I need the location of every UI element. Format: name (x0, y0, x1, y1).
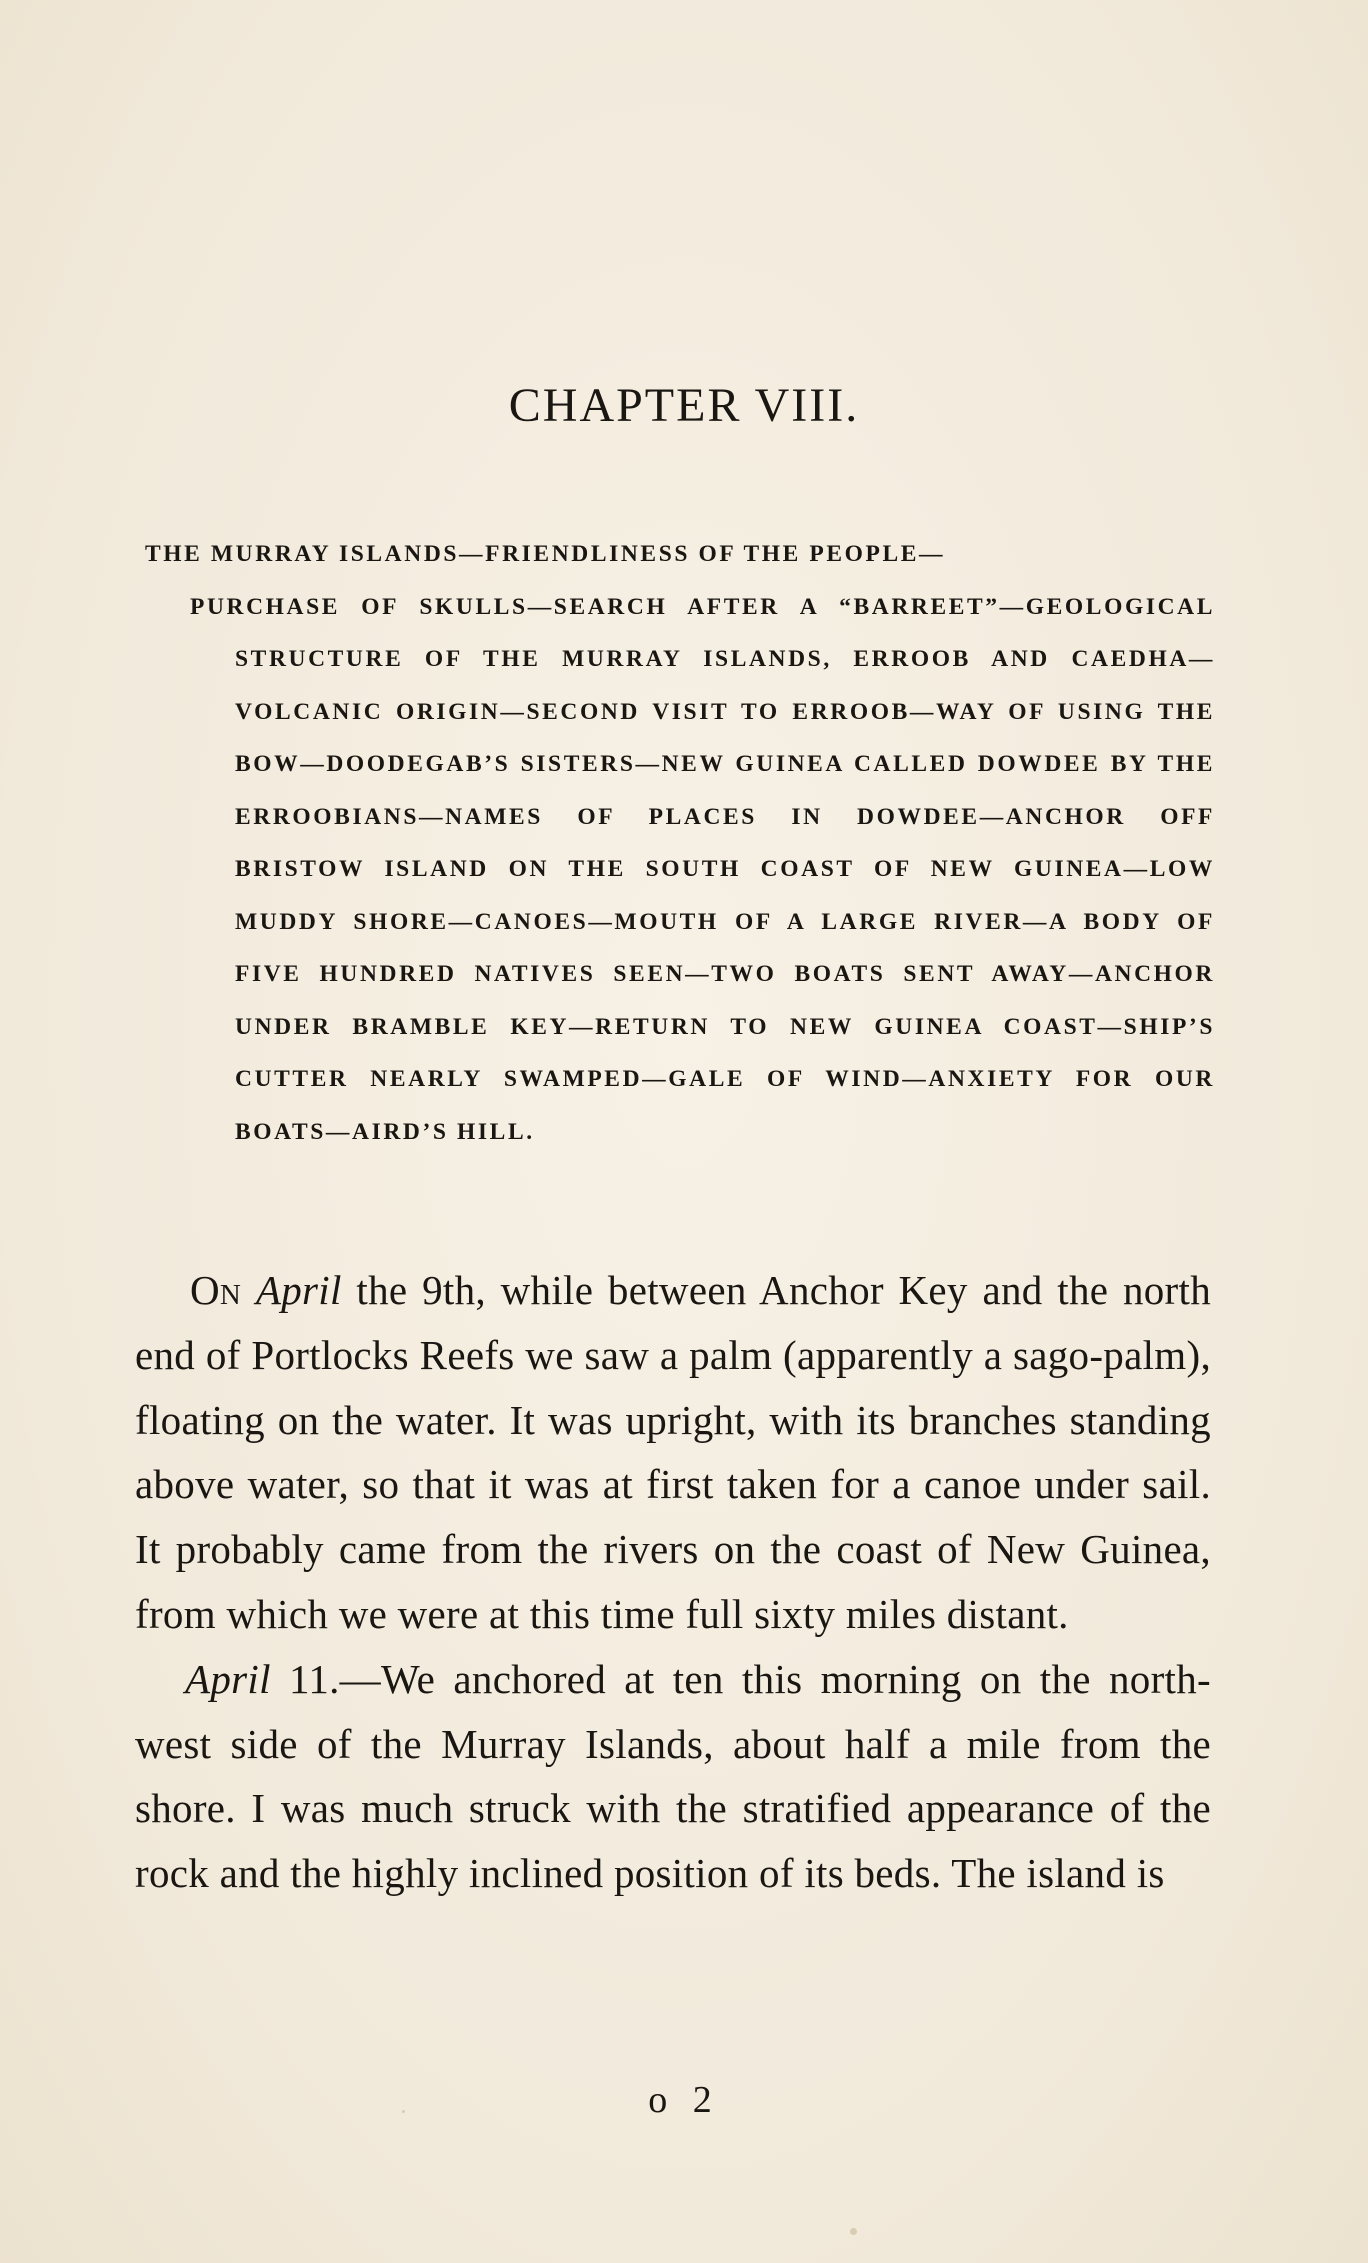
summary-remaining-lines: PURCHASE OF SKULLS—SEARCH AFTER A “BARREET”—GEOLOGICAL STRUCTURE OF THE MURRAY ISLANDS, ERROOB AND CAEDHA—VOLCANIC ORIGIN—SECOND VISIT TO ERROOB—WAY OF USING THE BOW—DOODEGAB’S SISTERS—NEW GUINEA CALLED DOWDEE BY THE ERROOBIANS—NAMES OF PLACES IN DOWDEE—ANCHOR OFF BRISTOW ISLAND ON THE SOUTH COAST OF NEW GUINEA—LOW MUDDY SHORE—CANOES—MOUTH OF A LARGE RIVER—A BODY OF FIVE HUNDRED NATIVES SEEN—TWO BOATS SENT AWAY—ANCHOR UNDER BRAMBLE KEY—RETURN TO NEW GUINEA COAST—SHIP’S CUTTER NEARLY SWAMPED—GALE OF WIND—ANXIETY FOR OUR BOATS—AIRD’S HILL. (190, 593, 1215, 1145)
paragraph-1-on: On (190, 1267, 242, 1313)
chapter-summary (145, 528, 1215, 1158)
paragraph-2 (135, 1647, 1211, 1906)
paragraph-1 (135, 1258, 1211, 1647)
paragraph-2-text: 11.—We anchored at ten this morning on the north-west side of the Murray Islands, about half a mile from the shore. I was much struck with the stratified appearance of the rock and the highly inclined position of its beds. The island is (135, 1655, 1211, 1897)
chapter-title: CHAPTER VIII. (508, 379, 860, 432)
paragraph-2-date: April (185, 1655, 271, 1702)
paragraph-1-opening (190, 1267, 342, 1313)
signature-mark: o 2 (648, 2079, 720, 2121)
body-text (135, 1258, 1211, 1906)
paragraph-1-text: the 9th, while between Anchor Key and the north end of Portlocks Reefs we saw a palm (apparently a sago-palm), floating on the water. It was upright, with its branches standing above water, so that it was at first taken for a canoe under sail. It probably came from the rivers on the coast of New Guinea, from which we were at this time full sixty miles distant. (135, 1267, 1211, 1637)
paragraph-1-date: April (255, 1267, 342, 1313)
paper-spot (402, 2110, 405, 2113)
summary-first-line: THE MURRAY ISLANDS—FRIENDLINESS OF THE PEOPLE— (145, 541, 946, 567)
paper-spot (850, 2228, 857, 2235)
